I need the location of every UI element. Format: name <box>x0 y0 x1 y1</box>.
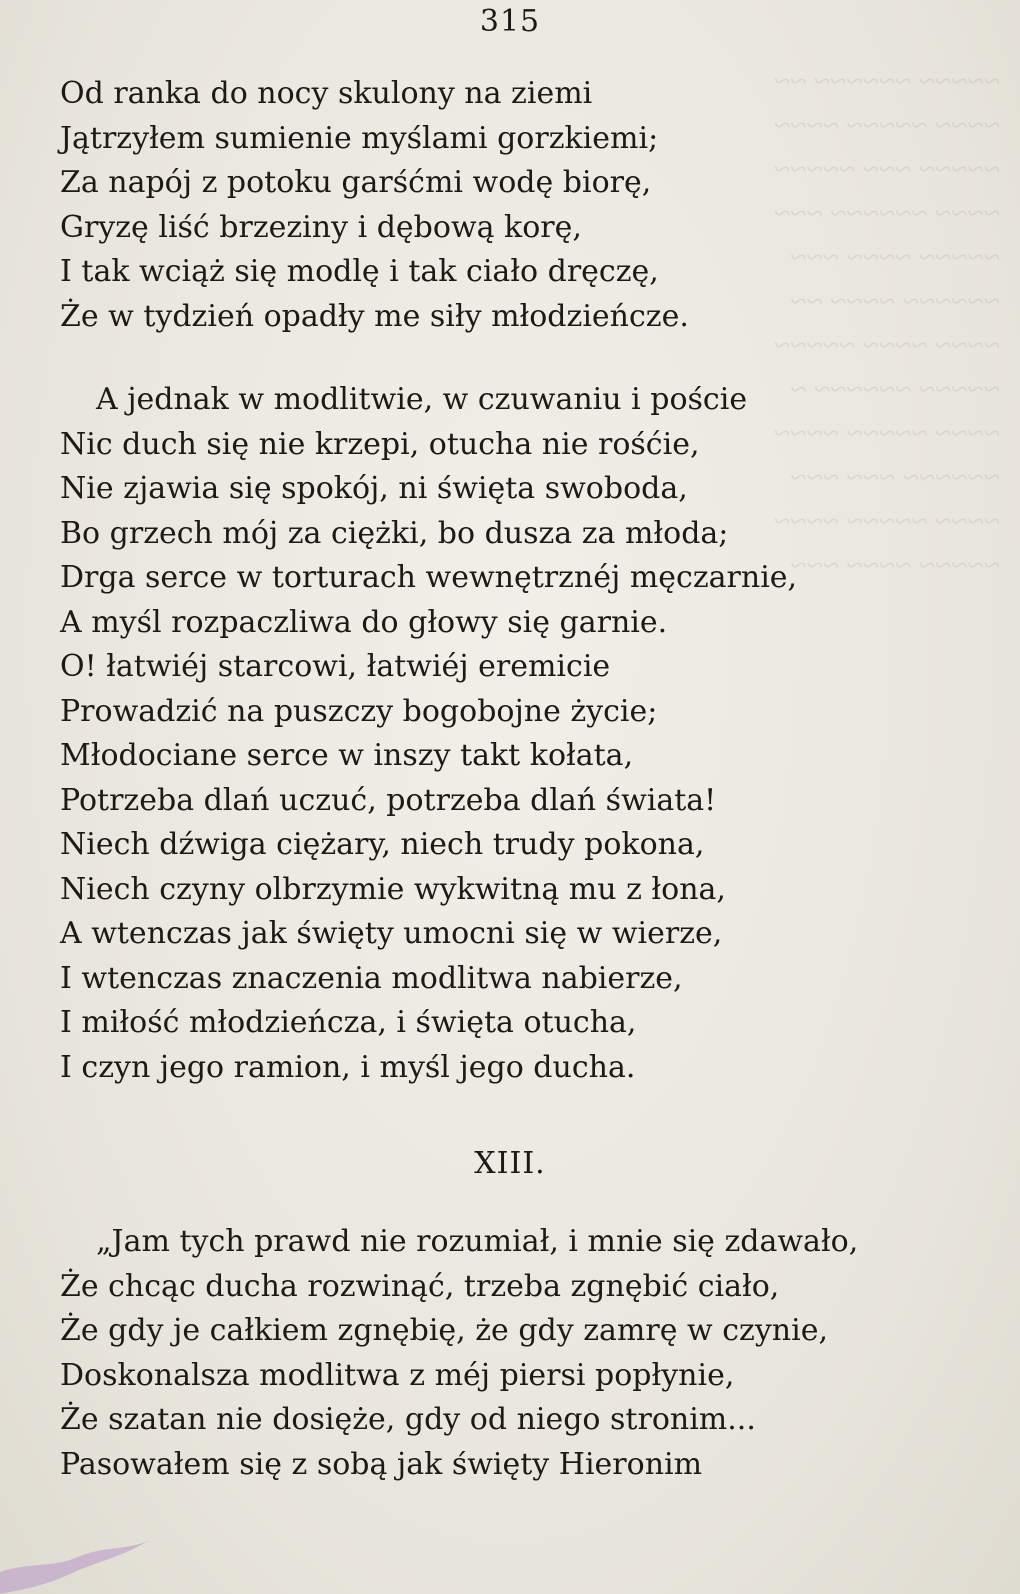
show-through-text: ~~~~~ ~~~~~~ ~~ ~~~~ ~~~~~ ~~~~ ~~~~~ ~~~ ~~~~~ ~~~~ ~~~~~~ ~~~ ~~~~~ ~~~~ ~~~ ~~~~~~ ~~~~ ~~ ~~~~ ~~~~ ~~~~~ ~~~~~ ~~~~~~ ~ ~~~~ ~~~~~ ~~~~ ~~~~~~ ~~~ ~~~ ~~~~ ~~~~~ ~~~~ ~~~~~ ~~~~ ~~~ <box>774 65 1000 582</box>
verse-line: Że w tydzień opadły me siły młodzieńcze. <box>60 298 689 334</box>
verse-line: Że gdy je całkiem zgnębię, że gdy zamrę w czynie, <box>60 1313 828 1348</box>
verse-line: I tak wciąż się modlę i tak ciało dręczę, <box>60 254 659 289</box>
verse-line: Doskonalsza modlitwa z méj piersi popłynie, <box>60 1357 735 1393</box>
verse-line: A jednak w modlitwie, w czuwaniu i poście <box>96 382 748 417</box>
page-number: 315 <box>479 4 541 39</box>
verse-line: Bo grzech mój za ciężki, bo dusza za młoda; <box>60 515 729 551</box>
verse-line: Pasowałem się z sobą jak święty Hieronim <box>60 1446 703 1482</box>
stanza-1 <box>60 72 960 339</box>
verse-line: Nie zjawia się spokój, ni święta swoboda, <box>60 471 688 506</box>
ink-stain <box>0 1510 220 1594</box>
verse-line: A myśl rozpaczliwa do głowy się garnie. <box>60 604 668 640</box>
verse-line: Jątrzyłem sumienie myślami gorzkiemi; <box>60 120 659 156</box>
stanza-2 <box>60 378 960 1090</box>
verse-line: O! łatwiéj starcowi, łatwiéj eremicie <box>60 649 611 684</box>
verse-line: Nic duch się nie krzepi, otucha nie rośćie, <box>60 426 700 462</box>
section-heading: XIII. <box>474 1146 546 1181</box>
verse-line: I czyn jego ramion, i myśl jego ducha. <box>60 1049 636 1085</box>
verse-line: Młodociane serce w inszy takt kołata, <box>60 738 634 773</box>
verse-line: Niech czyny olbrzymie wykwitną mu z łona, <box>60 871 726 907</box>
verse-line: Gryzę liść brzeziny i dębową korę, <box>60 209 582 245</box>
verse-line: I miłość młodzieńcza, i święta otucha, <box>60 1005 637 1040</box>
verse-line: Drga serce w torturach wewnętrznéj męczarnie, <box>60 560 798 595</box>
verse-line: Prowadzić na puszczy bogobojne życie; <box>60 693 658 729</box>
stanza-3 <box>60 1220 960 1487</box>
verse-line: A wtenczas jak święty umocni się w wierze, <box>60 916 723 951</box>
verse-line: Potrzeba dlań uczuć, potrzeba dlań świata! <box>60 782 717 818</box>
verse-line: I wtenczas znaczenia modlitwa nabierze, <box>60 960 683 996</box>
verse-line: Za napój z potoku garśćmi wodę biorę, <box>60 165 652 200</box>
verse-line: Od ranka do nocy skulony na ziemi <box>60 76 593 111</box>
verse-line: „Jam tych prawd nie rozumiał, i mnie się zdawało, <box>96 1224 859 1259</box>
verse-line: Niech dźwiga ciężary, niech trudy pokona, <box>60 827 705 862</box>
verse-line: Że chcąc ducha rozwinąć, trzeba zgnębić ciało, <box>60 1268 780 1304</box>
verse-line: Że szatan nie dosięże, gdy od niego stronim... <box>60 1402 756 1437</box>
